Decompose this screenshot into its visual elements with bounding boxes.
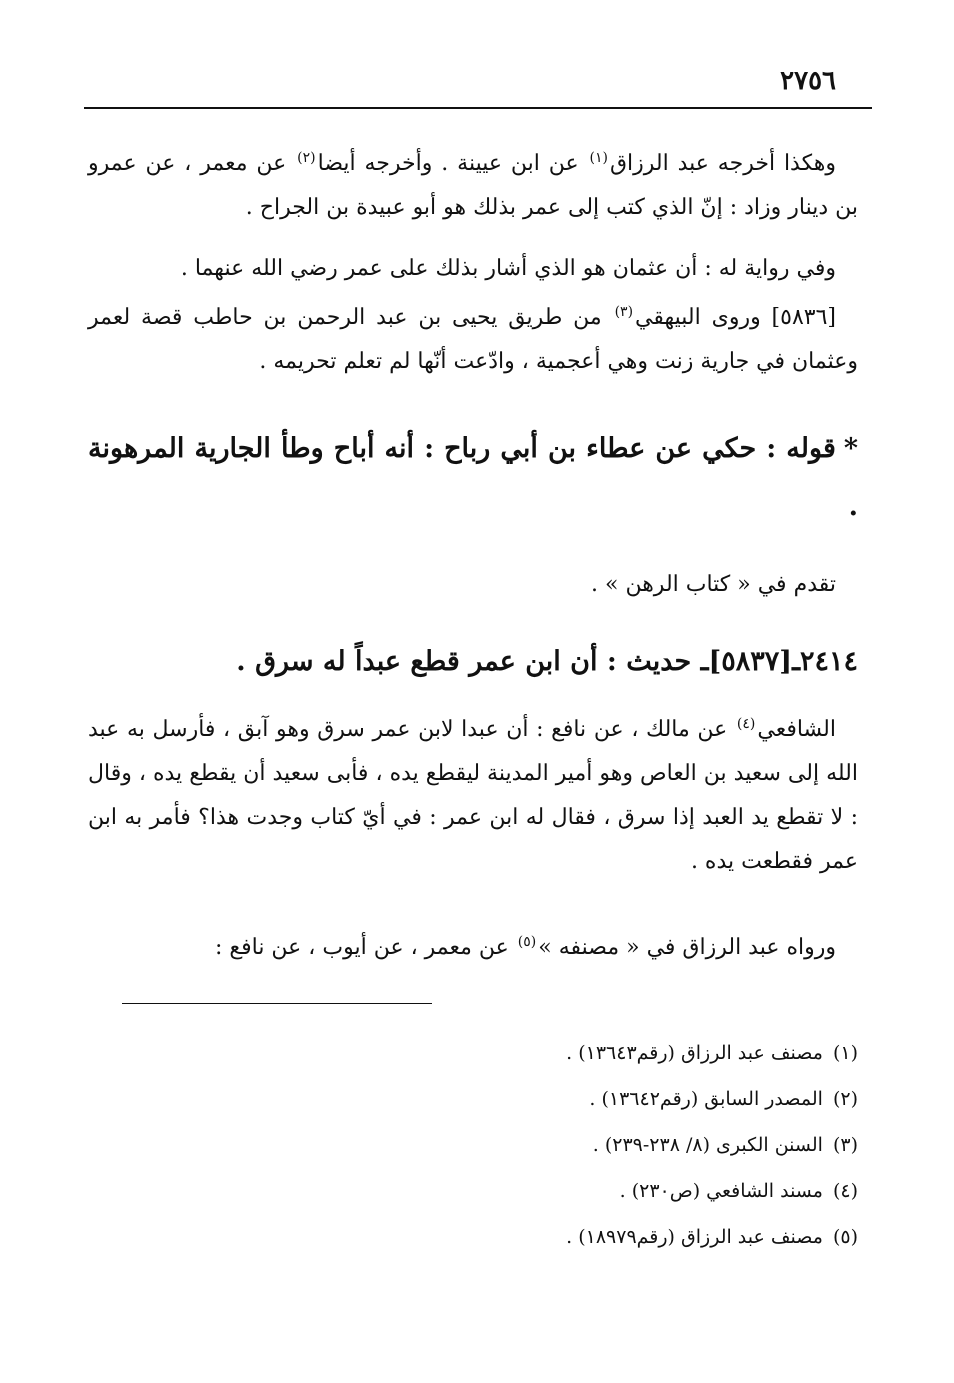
paragraph-1	[88, 142, 858, 230]
paragraph-5-text-a: الشافعي	[757, 717, 837, 742]
footnote-ref-4[interactable]: (٤)	[736, 715, 756, 732]
paragraph-3-text-a: [٥٨٣٦] وروى البيهقي	[635, 305, 836, 330]
hadith-heading	[88, 633, 858, 691]
footnote-number: (٥)	[832, 1226, 858, 1248]
paragraph-6	[88, 926, 858, 970]
section-heading-1	[88, 420, 858, 536]
paragraph-4-text: تقدم في « كتاب الرهن » .	[591, 572, 836, 597]
footnote-item	[300, 1076, 858, 1122]
footnote-text: مسند الشافعي (ص٢٣٠) .	[619, 1180, 823, 1202]
footnote-number: (١)	[832, 1042, 858, 1064]
footnote-number: (٣)	[832, 1134, 858, 1156]
heading-star: *	[843, 433, 858, 464]
paragraph-5-text-b: عن مالك ، عن نافع : أن عبدا لابن عمر سرق وهو آبق ، فأرسل به عبد الله إلى سعيد بن العاص وهو أمير المدينة ليقطع يده ، فأبى سعيد أن يقطع يده ، وقال : لا تقطع يد العبد إذا سرق ، فقال له ابن عمر : في أيّ كتاب وجدت هذا؟ فأمر به ابن عمر فقطعت يده .	[88, 717, 858, 874]
page-number: ٢٧٥٦	[780, 66, 836, 96]
hadith-heading-text: ـ حديث : أن ابن عمر قطع عبداً له سرق .	[236, 646, 709, 677]
footnote-item	[300, 1214, 858, 1260]
footnote-text: المصدر السابق (رقم١٣٦٤٢) .	[589, 1088, 823, 1110]
footnote-ref-5[interactable]: (٥)	[517, 933, 537, 950]
paragraph-3	[88, 296, 858, 384]
paragraph-6-text-b: عن معمر ، عن أيوب ، عن نافع :	[214, 935, 516, 960]
section-heading-1-text: قوله : حكي عن عطاء بن أبي رباح : أنه أباح وطأ الجارية المرهونة .	[88, 433, 858, 522]
footnote-number: (٢)	[832, 1088, 858, 1110]
footnote-item	[300, 1122, 858, 1168]
hadith-reference: [٥٨٣٧]	[708, 646, 793, 677]
paragraph-2	[88, 247, 858, 291]
footnote-number: (٤)	[832, 1180, 858, 1202]
paragraph-1-text-a: وهكذا أخرجه عبد الرزاق	[609, 151, 836, 176]
paragraph-2-text: وفي رواية له : أن عثمان هو الذي أشار بذلك على عمر رضي الله عنهما .	[180, 256, 836, 281]
paragraph-5	[88, 708, 858, 884]
footnote-ref-3[interactable]: (٣)	[614, 303, 634, 320]
paragraph-4	[88, 563, 858, 607]
paragraph-1-text-b: عن ابن عيينة . وأخرجه أيضا	[317, 151, 588, 176]
footnote-separator	[122, 1003, 432, 1004]
footnote-item	[300, 1030, 858, 1076]
paragraph-3-text-b: من طريق يحيى بن عبد الرحمن بن حاطب قصة لعمر وعثمان في جارية زنت وهي أعجمية ، وادّعت أنّها لم تعلم تحريمه .	[88, 305, 858, 374]
footnotes-list	[300, 1030, 858, 1260]
footnote-text: السنن الكبرى (٨/ ٢٣٨-٢٣٩) .	[592, 1134, 823, 1156]
paragraph-1-text-c: عن معمر ، عن عمرو بن دينار وزاد : إنّ الذي كتب إلى عمر بذلك هو أبو عبيدة بن الجراح .	[88, 151, 858, 220]
footnote-text: مصنف عبد الرزاق (رقم١٨٩٧٩) .	[566, 1226, 823, 1248]
footnote-ref-2[interactable]: (٢)	[297, 149, 316, 166]
header-rule	[84, 107, 872, 109]
footnote-item	[300, 1168, 858, 1214]
paragraph-6-text-a: ورواه عبد الرزاق في « مصنفه »	[538, 935, 836, 960]
hadith-number: ٢٤١٤ـ	[792, 646, 858, 677]
footnote-ref-1[interactable]: (١)	[589, 149, 608, 166]
footnote-text: مصنف عبد الرزاق (رقم١٣٦٤٣) .	[566, 1042, 823, 1064]
